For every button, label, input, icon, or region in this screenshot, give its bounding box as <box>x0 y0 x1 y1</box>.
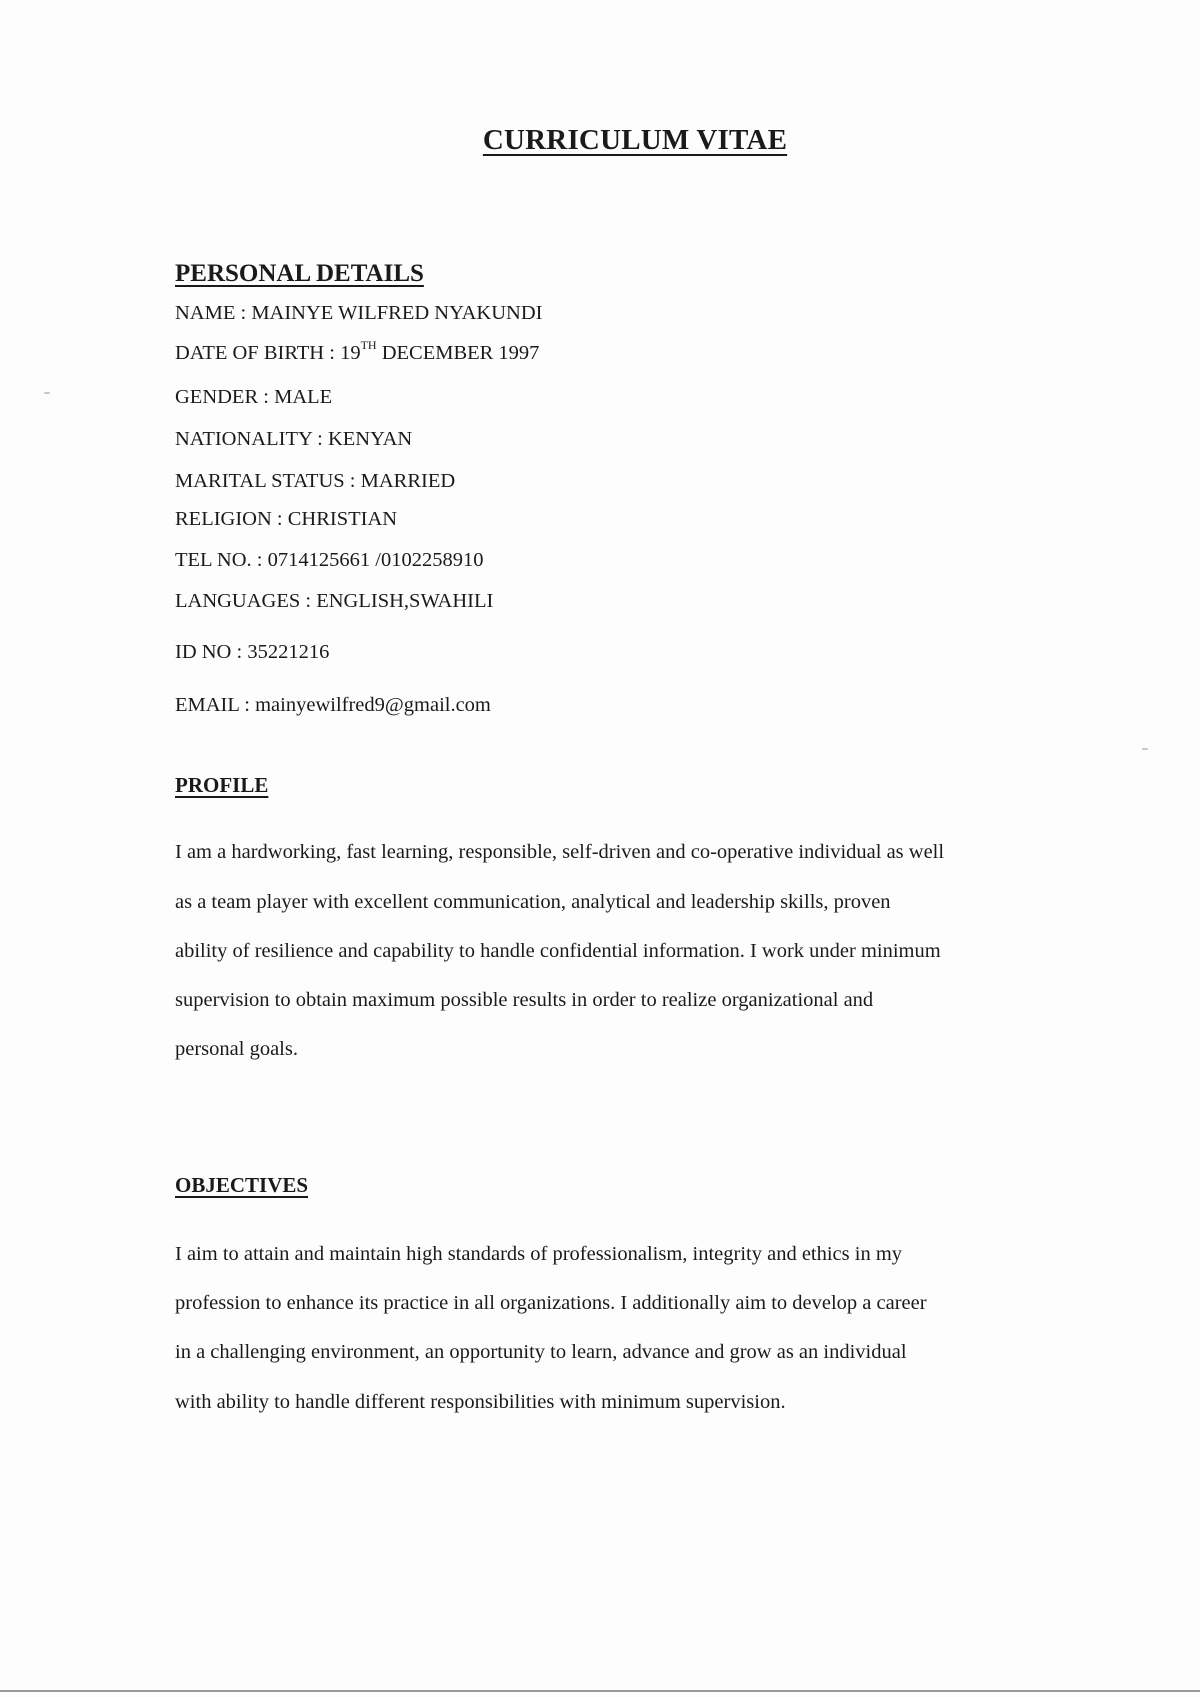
objectives-line: in a challenging environment, an opportunity to learn, advance and grow as an individual <box>175 1341 907 1363</box>
detail-value: mainyewilfred9@gmail.com <box>255 694 491 716</box>
detail-label: DATE OF BIRTH : <box>175 342 340 364</box>
detail-id-no <box>175 641 329 664</box>
page-bottom-edge <box>0 1690 1200 1692</box>
objectives-heading: OBJECTIVES <box>175 1173 309 1197</box>
dob-day: 19 <box>340 342 361 364</box>
detail-religion <box>175 508 397 531</box>
detail-label: GENDER : <box>175 386 274 408</box>
detail-label: LANGUAGES : <box>175 590 316 612</box>
scan-speck <box>1142 748 1148 750</box>
objectives-line: profession to enhance its practice in all organizations. I additionally aim to develop a career <box>175 1292 927 1314</box>
detail-label: NATIONALITY : <box>175 428 328 450</box>
detail-label: EMAIL : <box>175 694 255 716</box>
objectives-line: with ability to handle different responsibilities with minimum supervision. <box>175 1391 786 1413</box>
detail-marital-status <box>175 470 455 493</box>
detail-date-of-birth <box>175 338 540 365</box>
detail-value: MALE <box>274 386 333 408</box>
detail-value: 35221216 <box>247 641 330 663</box>
personal-details-heading: PERSONAL DETAILS <box>175 260 424 287</box>
detail-email <box>175 694 491 717</box>
dob-ordinal: TH <box>360 338 377 352</box>
detail-tel <box>175 549 483 572</box>
profile-line: supervision to obtain maximum possible results in order to realize organizational and <box>175 989 874 1011</box>
detail-gender <box>175 386 332 409</box>
detail-label: TEL NO. : <box>175 549 268 571</box>
dob-month-year: DECEMBER 1997 <box>381 342 540 364</box>
profile-line: ability of resilience and capability to handle confidential information. I work under minimum <box>175 940 941 962</box>
detail-label: NAME : <box>175 302 251 324</box>
profile-line: as a team player with excellent communication, analytical and leadership skills, proven <box>175 891 891 913</box>
profile-line: I am a hardworking, fast learning, responsible, self-driven and co-operative individual as well <box>175 841 945 863</box>
detail-label: RELIGION : <box>175 508 288 530</box>
document-title: CURRICULUM VITAE <box>482 124 788 156</box>
objectives-line: I aim to attain and maintain high standards of professionalism, integrity and ethics in my <box>175 1243 903 1265</box>
detail-value: CHRISTIAN <box>287 508 398 530</box>
detail-label: ID NO : <box>175 641 247 663</box>
detail-label: MARITAL STATUS : <box>175 470 361 492</box>
profile-line: personal goals. <box>175 1038 298 1060</box>
detail-nationality <box>175 428 412 451</box>
detail-value: MARRIED <box>360 470 456 492</box>
scan-speck <box>44 392 50 394</box>
detail-value: ENGLISH,SWAHILI <box>316 590 494 612</box>
detail-value: 0714125661 /0102258910 <box>267 549 484 571</box>
profile-heading: PROFILE <box>175 773 269 797</box>
detail-languages <box>175 590 493 613</box>
detail-name <box>175 302 542 325</box>
detail-value: MAINYE WILFRED NYAKUNDI <box>251 302 543 324</box>
detail-value: KENYAN <box>327 428 413 450</box>
